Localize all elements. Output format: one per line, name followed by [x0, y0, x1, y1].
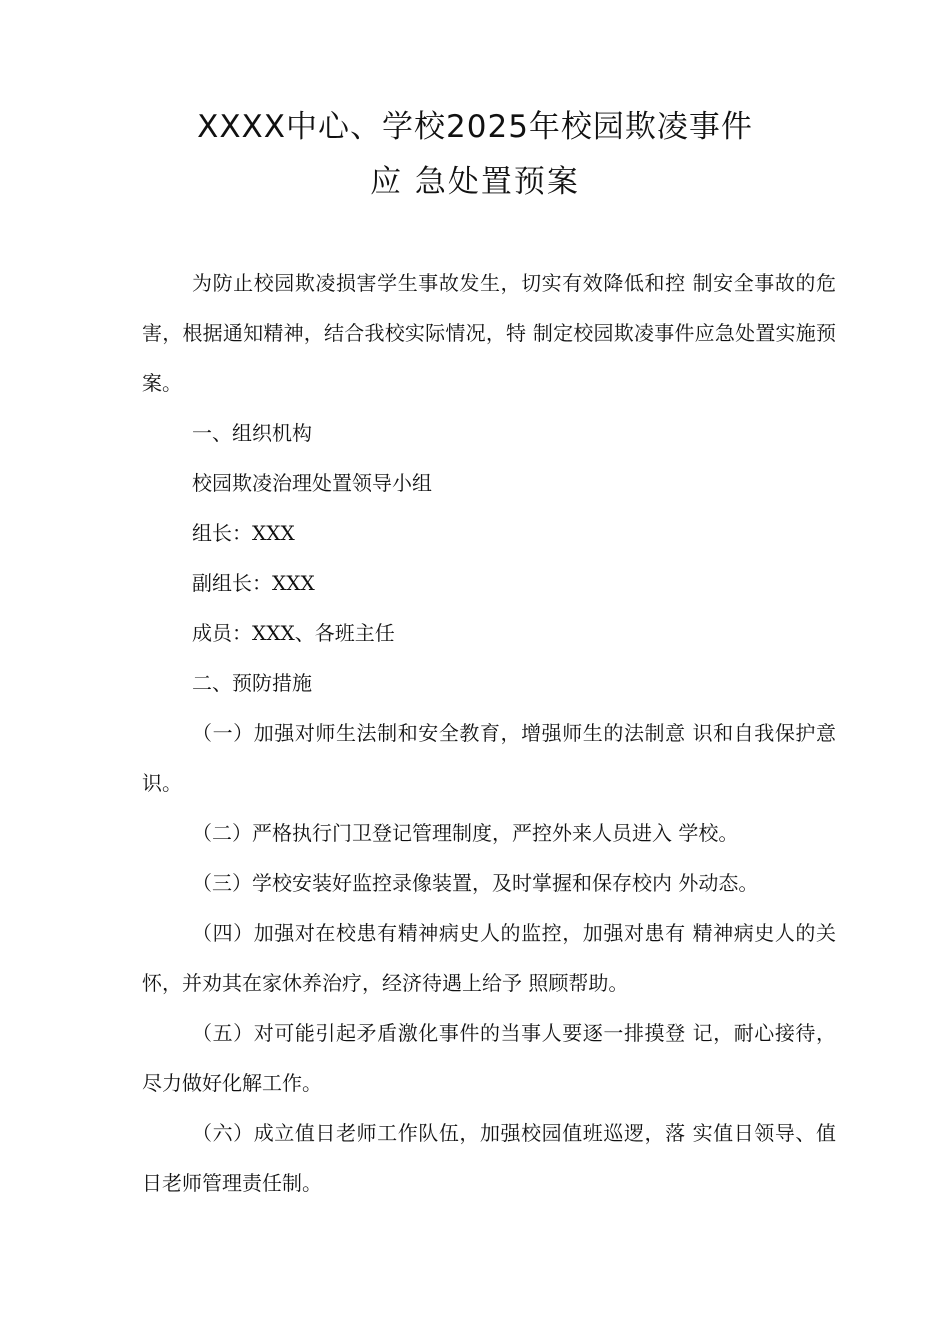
document-title-line-1: XXXX中心、学校2025年校园欺凌事件: [197, 109, 753, 145]
measure-1: （一）加强对师生法制和安全教育，增强师生的法制意 识和自我保护意识。: [142, 721, 836, 795]
group-name: 校园欺凌治理处置领导小组: [192, 471, 432, 495]
deputy-leader-line: 副组长：XXX: [192, 571, 315, 595]
measure-6: （六）成立值日老师工作队伍，加强校园值班巡逻，落 实值日领导、值日老师管理责任制。: [142, 1121, 836, 1195]
measure-2: （二）严格执行门卫登记管理制度，严控外来人员进入 学校。: [192, 821, 739, 845]
members-line: 成员：XXX、各班主任: [192, 621, 395, 645]
section-2-heading: 二、预防措施: [192, 671, 312, 695]
measure-5: （五）对可能引起矛盾激化事件的当事人要逐一排摸登 记，耐心接待，尽力做好化解工作。: [142, 1021, 836, 1095]
measure-3: （三）学校安装好监控录像装置，及时掌握和保存校内 外动态。: [192, 871, 759, 895]
leader-line: 组长：XXX: [192, 521, 295, 545]
document-body: [142, 258, 836, 1208]
document-title-line-2: 应 急处置预案: [370, 164, 580, 200]
intro-paragraph: 为防止校园欺凌损害学生事故发生，切实有效降低和控 制安全事故的危害，根据通知精神，结合我校实际情况，特 制定校园欺凌事件应急处置实施预案。: [142, 271, 836, 395]
measure-4: （四）加强对在校患有精神病史人的监控，加强对患有 精神病史人的关怀，并劝其在家休养治疗，经济待遇上给予 照顾帮助。: [142, 921, 836, 995]
section-1-heading: 一、组织机构: [192, 421, 312, 445]
